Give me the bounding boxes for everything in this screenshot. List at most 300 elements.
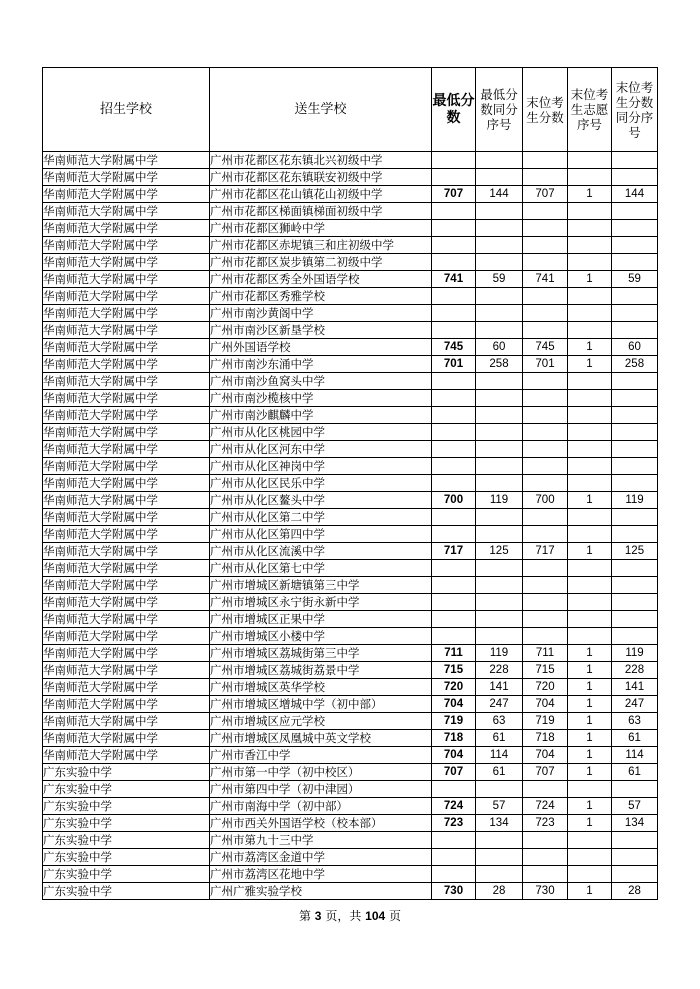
cell-last-choice [568,560,612,577]
cell-last-choice [568,305,612,322]
cell-min-seq [476,322,523,339]
table-row [43,458,658,475]
cell-last-score [523,628,568,645]
table-row [43,730,658,747]
cell-last-score: 723 [523,815,568,832]
cell-last-choice [568,526,612,543]
cell-last-choice [568,424,612,441]
header-last-seq: 末位考生分数同分序号 [612,68,658,152]
cell-min-seq [476,509,523,526]
cell-last-score [523,849,568,866]
cell-last-seq: 134 [612,815,658,832]
cell-sender: 广州市从化区第四中学 [210,526,432,543]
cell-min-score: 707 [432,186,476,203]
table-row [43,662,658,679]
table-row [43,203,658,220]
cell-sender: 广州市增城区英华学校 [210,679,432,696]
cell-last-choice: 1 [568,815,612,832]
cell-min-score [432,594,476,611]
cell-min-seq: 247 [476,696,523,713]
table-row [43,577,658,594]
header-min-seq: 最低分数同分序号 [476,68,523,152]
cell-sender: 广州市香江中学 [210,747,432,764]
cell-sender: 广州市增城区增城中学（初中部） [210,696,432,713]
cell-school: 华南师范大学附属中学 [43,288,210,305]
cell-last-choice: 1 [568,271,612,288]
cell-sender: 广州市南沙麒麟中学 [210,407,432,424]
cell-school: 华南师范大学附属中学 [43,526,210,543]
cell-last-choice: 1 [568,543,612,560]
cell-last-choice [568,254,612,271]
cell-last-choice [568,594,612,611]
cell-sender: 广州广雅实验学校 [210,883,432,900]
cell-last-seq [612,288,658,305]
header-min-score: 最低分数 [432,68,476,152]
cell-last-seq [612,441,658,458]
cell-school: 华南师范大学附属中学 [43,662,210,679]
cell-last-seq: 59 [612,271,658,288]
cell-sender: 广州市从化区流溪中学 [210,543,432,560]
cell-last-choice [568,611,612,628]
cell-last-score: 700 [523,492,568,509]
cell-last-choice [568,628,612,645]
cell-last-seq [612,866,658,883]
cell-sender: 广州市花都区狮岭中学 [210,220,432,237]
table-row [43,611,658,628]
cell-min-seq [476,254,523,271]
cell-last-seq [612,169,658,186]
cell-last-score [523,594,568,611]
cell-school: 华南师范大学附属中学 [43,713,210,730]
cell-sender: 广州外国语学校 [210,339,432,356]
cell-sender: 广州市荔湾区花地中学 [210,866,432,883]
cell-last-choice [568,203,612,220]
cell-min-seq [476,832,523,849]
cell-last-choice [568,288,612,305]
cell-last-choice: 1 [568,696,612,713]
cell-min-seq [476,526,523,543]
cell-sender: 广州市南海中学（初中部） [210,798,432,815]
cell-last-seq [612,237,658,254]
footer-page-number: 3 [314,909,322,923]
cell-min-score: 700 [432,492,476,509]
table-row [43,815,658,832]
table-row [43,441,658,458]
cell-last-score [523,526,568,543]
cell-last-seq: 119 [612,645,658,662]
cell-last-score [523,220,568,237]
cell-last-score [523,373,568,390]
cell-min-score [432,152,476,169]
table-row [43,526,658,543]
cell-sender: 广州市花都区炭步镇第二初级中学 [210,254,432,271]
cell-school: 华南师范大学附属中学 [43,594,210,611]
cell-last-seq: 247 [612,696,658,713]
cell-min-score: 717 [432,543,476,560]
cell-min-score [432,322,476,339]
cell-school: 广东实验中学 [43,832,210,849]
cell-last-seq: 228 [612,662,658,679]
cell-last-seq: 119 [612,492,658,509]
cell-last-score: 707 [523,764,568,781]
cell-school: 广东实验中学 [43,849,210,866]
cell-last-score: 730 [523,883,568,900]
cell-min-seq [476,628,523,645]
table-row [43,883,658,900]
cell-min-score: 718 [432,730,476,747]
table-row [43,237,658,254]
cell-last-seq [612,526,658,543]
cell-last-score: 745 [523,339,568,356]
cell-last-choice [568,577,612,594]
cell-school: 华南师范大学附属中学 [43,237,210,254]
cell-sender: 广州市增城区永宁街永新中学 [210,594,432,611]
cell-min-seq [476,373,523,390]
cell-min-seq [476,305,523,322]
cell-last-choice: 1 [568,662,612,679]
table-row [43,594,658,611]
cell-min-score [432,458,476,475]
cell-sender: 广州市从化区桃园中学 [210,424,432,441]
cell-last-choice: 1 [568,356,612,373]
cell-min-seq: 28 [476,883,523,900]
cell-min-seq [476,475,523,492]
cell-last-score [523,322,568,339]
cell-school: 华南师范大学附属中学 [43,543,210,560]
table-row [43,798,658,815]
cell-school: 华南师范大学附属中学 [43,730,210,747]
cell-last-choice: 1 [568,747,612,764]
cell-sender: 广州市花都区赤坭镇三和庄初级中学 [210,237,432,254]
cell-sender: 广州市从化区鳌头中学 [210,492,432,509]
cell-last-score [523,866,568,883]
cell-min-score [432,849,476,866]
cell-last-seq [612,628,658,645]
cell-min-seq [476,152,523,169]
cell-last-choice [568,441,612,458]
table-row [43,696,658,713]
cell-last-score [523,458,568,475]
table-row [43,781,658,798]
cell-school: 华南师范大学附属中学 [43,373,210,390]
cell-school: 华南师范大学附属中学 [43,628,210,645]
cell-sender: 广州市从化区第二中学 [210,509,432,526]
cell-min-score [432,475,476,492]
cell-school: 广东实验中学 [43,883,210,900]
cell-last-score [523,169,568,186]
cell-sender: 广州市花都区花东镇北兴初级中学 [210,152,432,169]
cell-last-choice [568,849,612,866]
table-row [43,169,658,186]
cell-school: 广东实验中学 [43,764,210,781]
footer-prefix: 第 [298,909,311,923]
page-footer [0,907,700,924]
cell-min-seq [476,220,523,237]
cell-last-seq: 63 [612,713,658,730]
table-row [43,866,658,883]
cell-school: 华南师范大学附属中学 [43,390,210,407]
header-last-choice: 末位考生志愿序号 [568,68,612,152]
header-sender: 送生学校 [210,68,432,152]
cell-min-score [432,611,476,628]
cell-min-score [432,305,476,322]
cell-sender: 广州市增城区凤凰城中英文学校 [210,730,432,747]
table-row [43,713,658,730]
cell-min-seq [476,237,523,254]
cell-sender: 广州市从化区民乐中学 [210,475,432,492]
cell-min-score [432,526,476,543]
table-row [43,849,658,866]
table-row [43,186,658,203]
table-row [43,373,658,390]
cell-min-score: 715 [432,662,476,679]
cell-last-score: 704 [523,747,568,764]
cell-sender: 广州市增城区荔城街荔景中学 [210,662,432,679]
cell-min-score: 701 [432,356,476,373]
table-row [43,492,658,509]
cell-school: 华南师范大学附属中学 [43,577,210,594]
cell-sender: 广州市花都区花山镇花山初级中学 [210,186,432,203]
table-row [43,628,658,645]
cell-last-score [523,390,568,407]
cell-school: 华南师范大学附属中学 [43,407,210,424]
cell-last-score: 719 [523,713,568,730]
cell-min-score: 704 [432,747,476,764]
cell-school: 华南师范大学附属中学 [43,441,210,458]
cell-last-score [523,305,568,322]
cell-min-seq: 60 [476,339,523,356]
cell-last-seq [612,475,658,492]
cell-sender: 广州市增城区荔城街第三中学 [210,645,432,662]
cell-last-score [523,475,568,492]
cell-last-choice [568,475,612,492]
table-row [43,747,658,764]
cell-school: 华南师范大学附属中学 [43,339,210,356]
cell-min-score [432,203,476,220]
cell-min-score [432,288,476,305]
cell-last-score [523,407,568,424]
cell-last-score [523,237,568,254]
cell-min-score: 741 [432,271,476,288]
cell-last-score [523,560,568,577]
cell-school: 华南师范大学附属中学 [43,560,210,577]
cell-min-seq [476,203,523,220]
cell-school: 华南师范大学附属中学 [43,611,210,628]
cell-min-score: 724 [432,798,476,815]
cell-last-seq [612,390,658,407]
cell-min-seq [476,458,523,475]
cell-min-score [432,866,476,883]
cell-last-seq [612,611,658,628]
cell-min-score [432,373,476,390]
cell-min-seq: 114 [476,747,523,764]
cell-min-score: 720 [432,679,476,696]
cell-sender: 广州市南沙东涌中学 [210,356,432,373]
cell-last-choice: 1 [568,645,612,662]
cell-last-choice [568,390,612,407]
table-row [43,832,658,849]
cell-last-score: 704 [523,696,568,713]
cell-last-seq [612,254,658,271]
cell-school: 华南师范大学附属中学 [43,356,210,373]
footer-total-pages: 104 [365,909,386,923]
cell-sender: 广州市第四中学（初中津园） [210,781,432,798]
cell-sender: 广州市从化区第七中学 [210,560,432,577]
cell-school: 华南师范大学附属中学 [43,152,210,169]
cell-school: 华南师范大学附属中学 [43,254,210,271]
table-row [43,407,658,424]
table-row [43,356,658,373]
cell-last-choice [568,237,612,254]
cell-min-score: 707 [432,764,476,781]
cell-school: 华南师范大学附属中学 [43,203,210,220]
cell-sender: 广州市第一中学（初中校区） [210,764,432,781]
cell-min-score [432,237,476,254]
cell-min-seq: 141 [476,679,523,696]
cell-sender: 广州市花都区秀雅学校 [210,288,432,305]
footer-middle: 页，共 [325,909,362,923]
cell-min-seq: 119 [476,645,523,662]
cell-last-score [523,832,568,849]
cell-min-seq [476,866,523,883]
cell-sender: 广州市花都区花东镇联安初级中学 [210,169,432,186]
cell-min-seq [476,611,523,628]
cell-last-seq [612,832,658,849]
table-row [43,288,658,305]
cell-last-choice [568,781,612,798]
cell-min-seq [476,390,523,407]
cell-last-score: 717 [523,543,568,560]
table-row [43,560,658,577]
cell-sender: 广州市南沙黄阁中学 [210,305,432,322]
cell-sender: 广州市增城区新塘镇第三中学 [210,577,432,594]
cell-sender: 广州市南沙区新垦学校 [210,322,432,339]
cell-school: 华南师范大学附属中学 [43,645,210,662]
cell-last-score [523,203,568,220]
cell-sender: 广州市增城区小楼中学 [210,628,432,645]
cell-min-seq [476,407,523,424]
cell-min-seq: 63 [476,713,523,730]
cell-last-choice [568,322,612,339]
cell-last-score [523,781,568,798]
cell-last-seq [612,424,658,441]
cell-last-seq [612,458,658,475]
cell-last-choice [568,407,612,424]
cell-last-score [523,254,568,271]
cell-last-seq: 144 [612,186,658,203]
cell-min-score [432,509,476,526]
cell-last-choice: 1 [568,679,612,696]
footer-suffix: 页 [389,909,402,923]
cell-last-choice: 1 [568,339,612,356]
cell-min-score [432,832,476,849]
cell-min-seq: 57 [476,798,523,815]
cell-min-score [432,254,476,271]
cell-min-score: 711 [432,645,476,662]
cell-last-seq [612,305,658,322]
table-row [43,509,658,526]
header-last-score: 末位考生分数 [523,68,568,152]
cell-min-score [432,577,476,594]
cell-school: 华南师范大学附属中学 [43,475,210,492]
cell-last-score: 724 [523,798,568,815]
table-row [43,305,658,322]
cell-last-seq [612,407,658,424]
cell-last-choice: 1 [568,713,612,730]
cell-last-seq [612,849,658,866]
cell-min-seq: 119 [476,492,523,509]
cell-school: 华南师范大学附属中学 [43,679,210,696]
cell-last-score: 707 [523,186,568,203]
cell-last-seq [612,560,658,577]
cell-school: 华南师范大学附属中学 [43,458,210,475]
table-row [43,152,658,169]
cell-min-score: 730 [432,883,476,900]
cell-last-choice [568,152,612,169]
admissions-table [42,67,658,900]
cell-last-seq [612,373,658,390]
cell-last-seq: 57 [612,798,658,815]
table-row [43,390,658,407]
cell-min-seq [476,594,523,611]
cell-last-seq [612,152,658,169]
cell-last-choice: 1 [568,492,612,509]
cell-sender: 广州市从化区神岗中学 [210,458,432,475]
cell-last-choice: 1 [568,730,612,747]
cell-min-score [432,424,476,441]
cell-last-seq: 28 [612,883,658,900]
cell-min-seq [476,169,523,186]
cell-last-seq: 114 [612,747,658,764]
cell-last-score [523,288,568,305]
cell-min-seq [476,781,523,798]
cell-last-score [523,441,568,458]
cell-min-score [432,390,476,407]
cell-last-seq: 60 [612,339,658,356]
cell-school: 华南师范大学附属中学 [43,424,210,441]
cell-school: 华南师范大学附属中学 [43,220,210,237]
cell-last-score [523,152,568,169]
cell-last-choice: 1 [568,764,612,781]
cell-last-seq [612,781,658,798]
cell-school: 华南师范大学附属中学 [43,747,210,764]
cell-sender: 广州市西关外国语学校（校本部） [210,815,432,832]
cell-min-score [432,560,476,577]
cell-min-seq [476,441,523,458]
cell-sender: 广州市南沙榄核中学 [210,390,432,407]
cell-min-score [432,407,476,424]
cell-last-score [523,509,568,526]
cell-last-seq [612,203,658,220]
cell-min-seq: 134 [476,815,523,832]
table-row [43,220,658,237]
cell-last-seq [612,220,658,237]
cell-min-seq: 144 [476,186,523,203]
cell-min-seq [476,577,523,594]
cell-last-choice [568,220,612,237]
cell-school: 华南师范大学附属中学 [43,322,210,339]
cell-min-seq: 258 [476,356,523,373]
cell-min-score: 704 [432,696,476,713]
table-row [43,475,658,492]
cell-last-seq: 61 [612,764,658,781]
cell-school: 华南师范大学附属中学 [43,509,210,526]
cell-last-choice [568,832,612,849]
cell-sender: 广州市花都区梯面镇梯面初级中学 [210,203,432,220]
table-header [43,68,658,152]
cell-last-seq [612,509,658,526]
cell-last-score: 720 [523,679,568,696]
